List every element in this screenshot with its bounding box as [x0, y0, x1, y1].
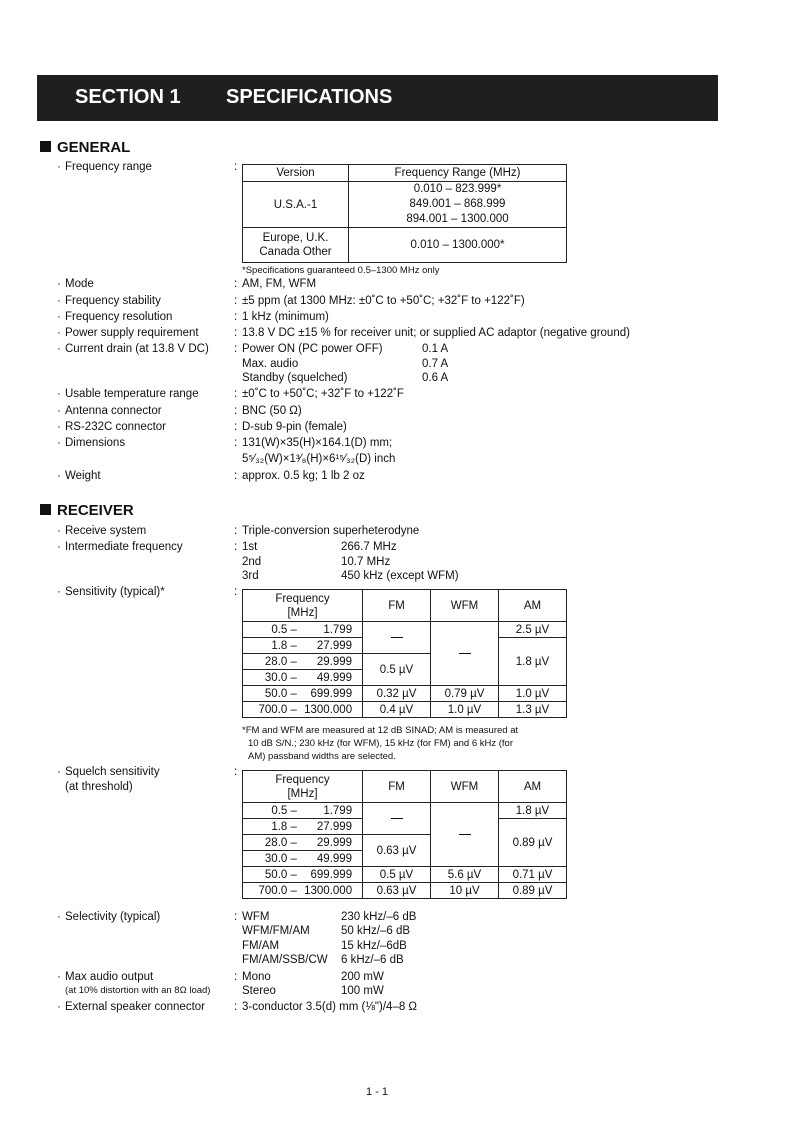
squelch-label: · Squelch sensitivity (at threshold)	[57, 766, 160, 793]
receive-system-value: Triple-conversion superheterodyne	[242, 525, 420, 537]
section-banner	[37, 75, 718, 121]
freq-cell: 50.0 – 699.999	[243, 867, 363, 883]
selectivity-value: 50 kHz/–6 dB	[341, 925, 411, 937]
power-supply-label: · Power supply requirement	[57, 327, 199, 339]
rs232c-value: D-sub 9-pin (female)	[242, 421, 347, 433]
fm-dash	[363, 622, 431, 654]
am-cell: 0.89 µV	[499, 883, 567, 899]
freq-cell: 1.8 – 27.999	[243, 638, 363, 654]
section-number: SECTION 1	[75, 86, 181, 108]
am-cell: 0.89 µV	[499, 819, 567, 867]
general-heading: GENERAL	[40, 139, 130, 156]
fm-cell: 0.63 µV	[363, 835, 431, 867]
dimensions-inch: 5⁵⁄₃₂(W)×1³⁄₈(H)×6¹⁵⁄₃₂(D) inch	[242, 453, 396, 465]
audio-mode: Stereo	[242, 985, 276, 997]
fm-cell: 0.63 µV	[363, 883, 431, 899]
freq-resolution-label: · Frequency resolution	[57, 311, 173, 323]
wfm-cell: 5.6 µV	[431, 867, 499, 883]
am-cell: 1.8 µV	[499, 803, 567, 819]
weight-value: approx. 0.5 kg; 1 lb 2 oz	[242, 470, 365, 482]
current-drain-label: · Current drain (at 13.8 V DC)	[57, 343, 209, 355]
am-cell: 1.0 µV	[499, 686, 567, 702]
col-frequency: Frequency [MHz]	[243, 590, 363, 622]
version-usa: U.S.A.-1	[243, 182, 349, 228]
fm-cell: 0.5 µV	[363, 654, 431, 686]
receive-system-label: · Receive system	[57, 525, 147, 537]
am-cell: 0.71 µV	[499, 867, 567, 883]
col-fm: FM	[363, 590, 431, 622]
freq-cell: 50.0 – 699.999	[243, 686, 363, 702]
selectivity-value: 6 kHz/–6 dB	[341, 954, 404, 966]
if-name: 3rd	[242, 570, 259, 582]
freq-stability-label: · Frequency stability	[57, 295, 161, 307]
col-frequency-range: Frequency Range (MHz)	[349, 165, 567, 182]
wfm-cell: 0.79 µV	[431, 686, 499, 702]
squelch-table	[242, 770, 567, 899]
dimensions-label: · Dimensions	[57, 437, 126, 449]
temp-range-label: · Usable temperature range	[57, 388, 199, 400]
frequency-range-table	[242, 164, 567, 263]
square-bullet-icon	[40, 504, 51, 515]
range-europe: 0.010 – 1300.000*	[349, 228, 567, 263]
audio-output-label: · Max audio output (at 10% distortion with an 8Ω load)	[57, 971, 211, 996]
fm-cell: 0.4 µV	[363, 702, 431, 718]
current-value: 0.1 A	[422, 343, 449, 355]
sensitivity-note: *FM and WFM are measured at 12 dB SINAD; AM is measured at 10 dB S/N.; 230 kHz (for WFM), 15 kHz (for FM) and 6 kHz (for AM) passband widths are selected.	[242, 725, 519, 762]
page-number: 1 - 1	[366, 1086, 389, 1098]
col-frequency: Frequency [MHz]	[243, 771, 363, 803]
section-title: SPECIFICATIONS	[226, 86, 393, 108]
freq-cell: 0.5 – 1.799	[243, 622, 363, 638]
selectivity-value: 230 kHz/–6 dB	[341, 911, 417, 923]
fm-cell: 0.32 µV	[363, 686, 431, 702]
selectivity-value: 15 kHz/–6dB	[341, 940, 407, 952]
power-supply-value: 13.8 V DC ±15 % for receiver unit; or supplied AC adaptor (negative ground)	[242, 327, 630, 339]
current-value: 0.7 A	[422, 358, 449, 370]
wfm-cell: 1.0 µV	[431, 702, 499, 718]
audio-value: 100 mW	[341, 985, 384, 997]
freq-stability-value: ±5 ppm (at 1300 MHz: ±0˚C to +50˚C; +32˚F to +122˚F)	[242, 295, 525, 307]
freq-cell: 700.0 – 1300.000	[243, 883, 363, 899]
freq-cell: 30.0 – 49.999	[243, 851, 363, 867]
if-name: 1st	[242, 541, 258, 553]
freq-range-note: *Specifications guaranteed 0.5–1300 MHz only	[242, 265, 440, 276]
col-am: AM	[499, 590, 567, 622]
square-bullet-icon	[40, 141, 51, 152]
col-wfm: WFM	[431, 771, 499, 803]
fm-cell: 0.5 µV	[363, 867, 431, 883]
current-cond: Max. audio	[242, 358, 299, 370]
range-usa: 0.010 – 823.999* 849.001 – 868.999 894.001 – 1300.000	[349, 182, 567, 228]
ext-speaker-value: 3-conductor 3.5(d) mm (⅛")/4–8 Ω	[242, 1001, 418, 1013]
fm-dash	[363, 803, 431, 835]
audio-value: 200 mW	[341, 971, 384, 983]
freq-cell: 700.0 – 1300.000	[243, 702, 363, 718]
sensitivity-table	[242, 589, 567, 718]
freq-cell: 28.0 – 29.999	[243, 835, 363, 851]
selectivity-mode: FM/AM/SSB/CW	[242, 954, 328, 966]
temp-range-value: ±0˚C to +50˚C; +32˚F to +122˚F	[242, 388, 404, 400]
audio-mode: Mono	[242, 971, 271, 983]
freq-cell: 1.8 – 27.999	[243, 819, 363, 835]
am-cell: 1.3 µV	[499, 702, 567, 718]
current-cond: Standby (squelched)	[242, 372, 348, 384]
am-cell: 1.8 µV	[499, 638, 567, 686]
dimensions-mm: 131(W)×35(H)×164.1(D) mm;	[242, 437, 393, 449]
col-fm: FM	[363, 771, 431, 803]
weight-label: · Weight	[57, 470, 101, 482]
version-europe: Europe, U.K. Canada Other	[243, 228, 349, 263]
freq-cell: 28.0 – 29.999	[243, 654, 363, 670]
mode-value: AM, FM, WFM	[242, 278, 317, 290]
wfm-dash	[431, 622, 499, 686]
freq-range-label: · Frequency range	[57, 161, 152, 173]
freq-cell: 30.0 – 49.999	[243, 670, 363, 686]
sensitivity-label: · Sensitivity (typical)*	[57, 586, 165, 598]
freq-cell: 0.5 – 1.799	[243, 803, 363, 819]
col-wfm: WFM	[431, 590, 499, 622]
if-name: 2nd	[242, 556, 262, 568]
antenna-label: · Antenna connector	[57, 405, 162, 417]
selectivity-mode: WFM	[242, 911, 270, 923]
ext-speaker-label: · External speaker connector	[57, 1001, 205, 1013]
rs232c-label: · RS-232C connector	[57, 421, 166, 433]
if-value: 10.7 MHz	[341, 556, 391, 568]
mode-label: · Mode	[57, 278, 94, 290]
current-value: 0.6 A	[422, 372, 449, 384]
antenna-value: BNC (50 Ω)	[242, 405, 302, 417]
if-value: 450 kHz (except WFM)	[341, 570, 459, 582]
current-cond: Power ON (PC power OFF)	[242, 343, 383, 355]
if-value: 266.7 MHz	[341, 541, 397, 553]
selectivity-label: · Selectivity (typical)	[57, 911, 161, 923]
wfm-dash	[431, 803, 499, 867]
col-version: Version	[243, 165, 349, 182]
freq-resolution-value: 1 kHz (minimum)	[242, 311, 329, 323]
col-am: AM	[499, 771, 567, 803]
selectivity-mode: WFM/FM/AM	[242, 925, 310, 937]
receiver-heading: RECEIVER	[40, 502, 134, 519]
if-label: · Intermediate frequency	[57, 541, 183, 553]
selectivity-mode: FM/AM	[242, 940, 280, 952]
wfm-cell: 10 µV	[431, 883, 499, 899]
am-cell: 2.5 µV	[499, 622, 567, 638]
